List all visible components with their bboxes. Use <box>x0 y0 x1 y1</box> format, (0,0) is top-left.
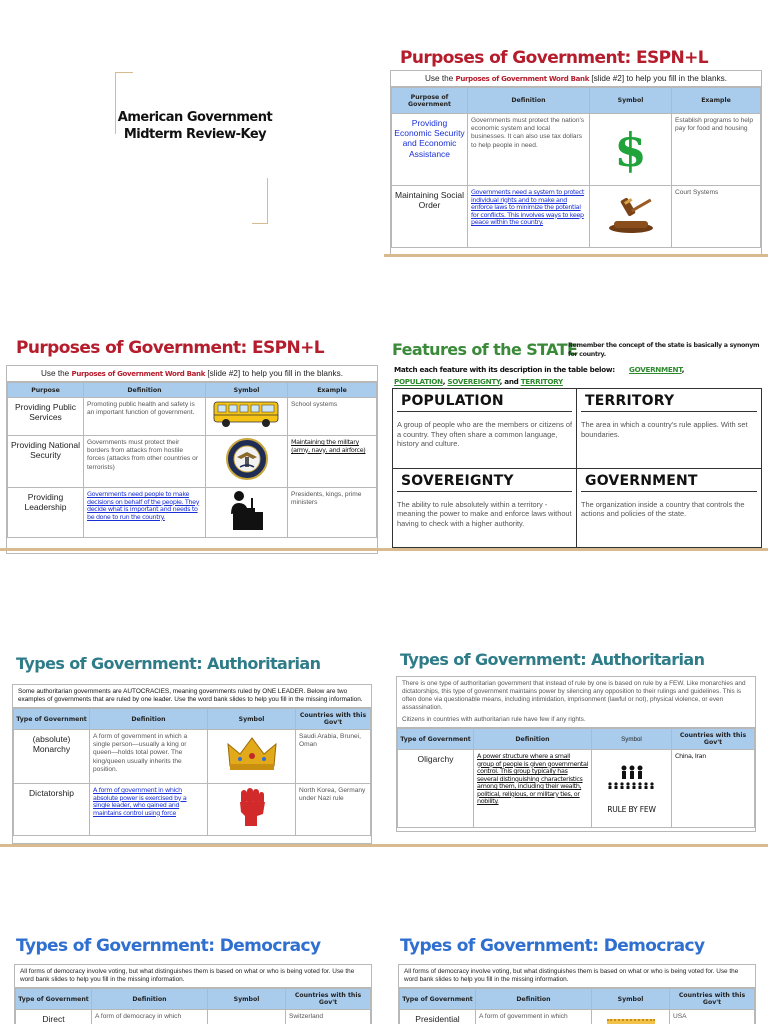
definition-cell: Governments must protect the nation's economic system and local businesses. It can also use tax dollars to help people in need. <box>468 114 590 186</box>
auth1-table-box <box>12 684 372 844</box>
table-row <box>8 398 377 436</box>
example-cell: Presidents, kings, prime ministers <box>288 488 377 538</box>
espn2-table <box>7 382 377 538</box>
purpose-cell: Providing Public Services <box>8 398 84 436</box>
rule-by-few-caption: RULE BY FEW <box>607 804 656 814</box>
purpose-cell: Providing National Security <box>8 436 84 488</box>
demo1-table <box>15 988 371 1024</box>
democracy-slide-2 <box>384 928 768 1024</box>
auth2-table <box>397 728 755 828</box>
auth2-intro-rights: Citizens in countries with authoritarian rule have few if any rights. <box>397 713 755 728</box>
corner-bracket-bottom <box>252 178 268 224</box>
espn-slide-2 <box>0 330 384 554</box>
slide-title: Purposes of Government: ESPN+L <box>16 338 325 358</box>
authoritarian-slide-1 <box>0 640 384 848</box>
feature-description: The area in which a country's rule applies. With set boundaries. <box>581 420 748 439</box>
table-row <box>8 436 377 488</box>
slide-title: Types of Government: Authoritarian <box>16 654 321 673</box>
symbol-cell <box>206 398 288 436</box>
symbol-cell <box>590 114 672 186</box>
feature-cell <box>577 389 761 469</box>
table-row <box>392 114 761 186</box>
col-header: Definition <box>468 88 590 114</box>
col-header: Symbol <box>208 709 296 730</box>
crown-icon <box>224 734 280 774</box>
cover-title-line1: American Government <box>117 110 273 125</box>
demo2-intro: All forms of democracy involve voting, but what distinguishes them is based on what or who is being voted for. Use the word bank slides to help you fill in the missing information. <box>399 965 755 988</box>
table-row <box>16 1010 371 1024</box>
type-cell: (absolute) Monarchy <box>14 730 90 784</box>
countries-cell: Switzerland <box>286 1010 371 1024</box>
definition-cell: Governments need people to make decisions on behalf of the people. They decide what is important and needs to be done to run the country. <box>84 488 206 538</box>
definition-cell: A form of government in which <box>476 1010 592 1024</box>
col-header: Type of Government <box>14 709 90 730</box>
col-header: Countries with this Gov't <box>670 989 755 1010</box>
col-header: Type of Government <box>398 729 474 750</box>
symbol-cell <box>206 488 288 538</box>
col-header: Countries with this Gov't <box>672 729 755 750</box>
cover-title <box>115 110 275 144</box>
word-bank-link[interactable]: Purposes of Government Word Bank <box>71 370 206 378</box>
gavel-icon <box>604 194 658 234</box>
col-header: Symbol <box>208 989 286 1010</box>
definition-cell: A form of government in which absolute power is exercised by a single leader, who gained and maintains control using force <box>90 784 208 836</box>
feature-description: The ability to rule absolutely within a territory - meaning the power to make and enforce laws without having to check with a higher authority. <box>397 499 572 528</box>
school-bus-icon <box>212 398 282 430</box>
espn-slide-1 <box>384 0 768 284</box>
col-header: Countries with this Gov't <box>286 989 371 1010</box>
word-bank-term: GOVERNMENT <box>628 365 682 374</box>
col-header: Symbol <box>592 729 672 750</box>
features-instruction: Match each feature with its description in the table below: GOVERNMENT, POPULATION, SOVEREIGNTY, and TERRITORY <box>394 365 685 386</box>
slide-title: Types of Government: Democracy <box>16 936 321 956</box>
definition-cell: Promoting public health and safety is an important function of government. <box>84 398 206 436</box>
col-header: Type of Government <box>16 989 92 1010</box>
rule-by-few-icon <box>600 764 664 800</box>
definition-cell: A form of government in which a single person—usually a king or queen—holds total power. The king/queen usually inherits the position. <box>90 730 208 784</box>
definition-cell: Governments need a system to protect individual rights and to make and enforce laws to minimize the potential for conflicts. This involves ways to keep peace within the country. <box>468 186 590 248</box>
countries-cell: North Korea, Germany under Nazi rule <box>296 784 371 836</box>
type-cell: Direct <box>16 1010 92 1024</box>
auth2-intro: There is one type of authoritarian government that instead of rule by one is based on rule by a FEW. Like monarchies and dictatorships, this type of government maintains power by silencing any opposition to their rulings and guidelines. This is often done via questionable means, including intimidation, imprisonment (lawful or not), physical violence, or even assassination. <box>402 680 746 711</box>
feature-description: A group of people who are the members or citizens of a country. They often share a common language, history and culture. <box>397 420 573 449</box>
example-cell: School systems <box>288 398 377 436</box>
table-row <box>8 488 377 538</box>
cover-slide <box>0 0 384 284</box>
feature-term: GOVERNMENT <box>581 471 757 492</box>
auth2-table-box <box>396 676 756 832</box>
example-cell: Maintaining the military (army, navy, and airforce) <box>288 436 377 488</box>
slide-title: Purposes of Government: ESPN+L <box>400 48 709 68</box>
definition-cell: Governments must protect their borders from attacks from hostile forces (attacks from other countries or terrorists) <box>84 436 206 488</box>
col-header: Definition <box>92 989 208 1010</box>
table-row <box>392 186 761 248</box>
example-cell: Court Systems <box>672 186 761 248</box>
col-header: Symbol <box>592 989 670 1010</box>
features-note: Remember the concept of the state is basically a synonym for country. <box>568 342 760 358</box>
countries-cell: Saudi Arabia, Brunei, Oman <box>296 730 371 784</box>
slide-title: Types of Government: Democracy <box>400 936 705 956</box>
type-cell: Oligarchy <box>398 750 474 828</box>
slide-title: Features of the STATE <box>392 340 578 359</box>
word-bank-term: POPULATION <box>394 376 443 386</box>
table-row <box>14 730 371 784</box>
table-row <box>14 784 371 836</box>
word-bank-term: SOVEREIGNTY <box>447 376 500 386</box>
cover-title-line2: Midterm Review-Key <box>123 126 267 142</box>
feature-cell <box>577 469 761 548</box>
purpose-cell: Maintaining Social Order <box>392 186 468 248</box>
espn1-instruction: Use the Purposes of Government Word Bank [slide #2] to help you fill in the blanks. <box>391 71 761 87</box>
slide-divider <box>384 548 768 551</box>
word-bank-link[interactable]: Purposes of Government Word Bank <box>455 75 590 83</box>
col-header: Definition <box>84 383 206 398</box>
symbol-cell <box>208 1010 286 1024</box>
corner-bracket-top <box>115 72 133 102</box>
feature-term: SOVEREIGNTY <box>397 471 572 492</box>
authoritarian-slide-2 <box>384 640 768 848</box>
feature-cell <box>393 469 577 548</box>
slide-divider <box>384 254 768 257</box>
countries-cell: China, Iran <box>672 750 755 828</box>
col-header: Symbol <box>590 88 672 114</box>
type-cell: Presidential <box>400 1010 476 1024</box>
purpose-cell: Providing Leadership <box>8 488 84 538</box>
raised-fist-icon <box>235 786 269 828</box>
dollar-sign-icon: $ <box>614 122 647 177</box>
table-row <box>400 1010 755 1024</box>
col-header: Purpose of Government <box>392 88 468 114</box>
espn2-table-box <box>6 365 378 554</box>
table-row <box>398 750 755 828</box>
feature-cell <box>393 389 577 469</box>
symbol-cell <box>592 750 672 828</box>
definition-cell: A power structure where a small group of people is given governmental control. This group typically has several distinguishing characteristics among them, including their wealth, political, religious, or military ties, or nobility. <box>474 750 592 828</box>
symbol-cell <box>206 436 288 488</box>
countries-cell: USA <box>670 1010 755 1024</box>
espn1-table-box <box>390 70 762 255</box>
slide-title: Types of Government: Authoritarian <box>400 650 705 669</box>
definition-cell: A form of democracy in which <box>92 1010 208 1024</box>
white-house-icon <box>607 1019 655 1024</box>
demo1-intro: All forms of democracy involve voting, but what distinguishes them is based on what or who is being voted for. Use the word bank slides to help you fill in the missing information. <box>15 965 371 988</box>
purpose-cell: Providing Economic Security and Economic Assistance <box>392 114 468 186</box>
speaker-podium-icon <box>225 488 269 532</box>
col-header: Definition <box>474 729 592 750</box>
slide-divider <box>0 844 384 847</box>
demo2-table <box>399 988 755 1024</box>
example-cell: Establish programs to help pay for food and housing <box>672 114 761 186</box>
slide-divider <box>0 548 384 551</box>
feature-term: POPULATION <box>397 391 572 412</box>
features-slide <box>384 330 768 554</box>
symbol-cell <box>208 784 296 836</box>
democracy-slide-1 <box>0 928 384 1024</box>
col-header: Example <box>288 383 377 398</box>
espn2-instruction: Use the Purposes of Government Word Bank [slide #2] to help you fill in the blanks. <box>7 366 377 382</box>
slide-divider <box>384 844 768 847</box>
auth1-table <box>13 708 371 836</box>
col-header: Countries with this Gov't <box>296 709 371 730</box>
type-cell: Dictatorship <box>14 784 90 836</box>
demo2-table-box <box>398 964 756 1024</box>
espn1-table <box>391 87 761 248</box>
col-header: Symbol <box>206 383 288 398</box>
demo1-table-box <box>14 964 372 1024</box>
col-header: Type of Government <box>400 989 476 1010</box>
symbol-cell <box>592 1010 670 1024</box>
symbol-cell <box>208 730 296 784</box>
col-header: Definition <box>90 709 208 730</box>
symbol-cell <box>590 186 672 248</box>
col-header: Example <box>672 88 761 114</box>
auth1-intro: Some authoritarian governments are AUTOCRACIES, meaning governments ruled by ONE LEADER. Below are two examples of governments that are ruled by one leader. Use the word bank slides to help you fill in the missing information. <box>13 685 371 708</box>
feature-term: TERRITORY <box>581 391 757 412</box>
feature-description: The organization inside a country that controls the actions and policies of the state. <box>581 499 745 519</box>
word-bank-term: TERRITORY <box>520 376 563 386</box>
features-grid <box>392 388 762 548</box>
col-header: Purpose <box>8 383 84 398</box>
navy-seal-icon <box>225 437 269 481</box>
col-header: Definition <box>476 989 592 1010</box>
